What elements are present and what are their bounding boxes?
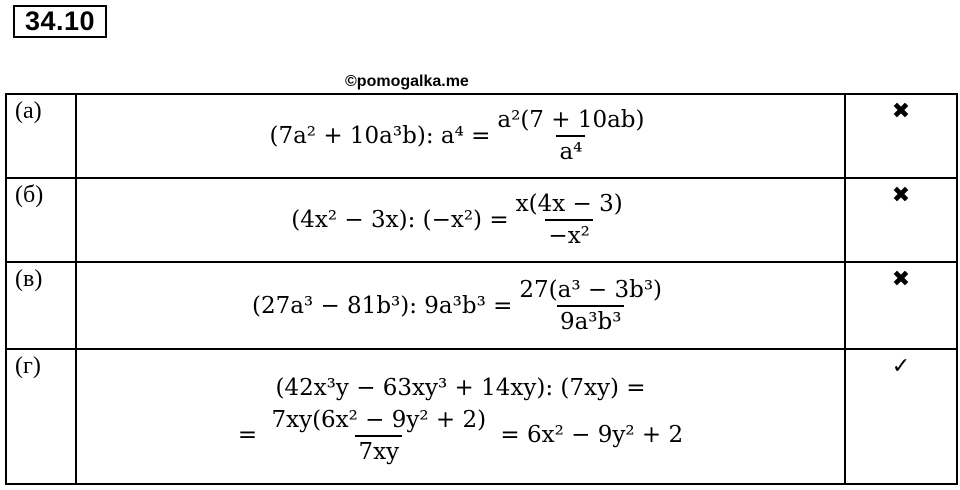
numerator: a²(7 + 10ab)	[497, 107, 645, 133]
fraction	[494, 107, 647, 165]
problem-number: 34.10	[13, 5, 107, 38]
denominator: 9a³b³	[557, 305, 625, 335]
numerator: x(4x − 3)	[515, 191, 623, 217]
fraction	[513, 191, 626, 249]
denominator: −x²	[545, 219, 592, 249]
table-row	[6, 262, 957, 349]
equation	[269, 107, 651, 165]
equation-cell	[76, 262, 845, 349]
fraction	[516, 277, 665, 335]
row-label: (в)	[6, 262, 76, 349]
table-row	[6, 94, 957, 178]
row-label: (г)	[6, 349, 76, 484]
row-label: (б)	[6, 178, 76, 262]
result-mark: ✓	[845, 349, 957, 484]
equation-prefix: =	[237, 421, 258, 448]
equation-lhs: (7a² + 10a³b): a⁴ =	[269, 123, 491, 149]
equation	[291, 191, 629, 249]
numerator: 7xy(6x² − 9y² + 2)	[271, 406, 487, 433]
equation-line-2	[77, 407, 844, 465]
numerator: 27(a³ − 3b³)	[519, 276, 663, 303]
table-row	[6, 178, 957, 262]
denominator: 7xy	[355, 435, 402, 465]
table-row	[6, 349, 957, 484]
equation-cell	[76, 94, 845, 178]
result-mark: ✖	[845, 262, 957, 349]
equation-lhs: (4x² − 3x): (−x²) =	[291, 207, 509, 233]
result-mark: ✖	[845, 94, 957, 178]
result-mark: ✖	[845, 178, 957, 262]
equation-cell	[76, 349, 845, 484]
equation-rhs: = 6x² − 9y² + 2	[500, 421, 684, 448]
fraction	[268, 407, 489, 465]
watermark: ©pomogalka.me	[345, 73, 469, 90]
answers-table	[5, 93, 958, 485]
equation	[252, 277, 669, 335]
equation-cell	[76, 178, 845, 262]
equation-lhs: (27a³ − 81b³): 9a³b³ =	[251, 292, 513, 319]
equation-line-1: (42x³y − 63xy³ + 14xy): (7xy) =	[275, 374, 646, 401]
denominator: a⁴	[556, 135, 585, 165]
row-label: (а)	[6, 94, 76, 178]
